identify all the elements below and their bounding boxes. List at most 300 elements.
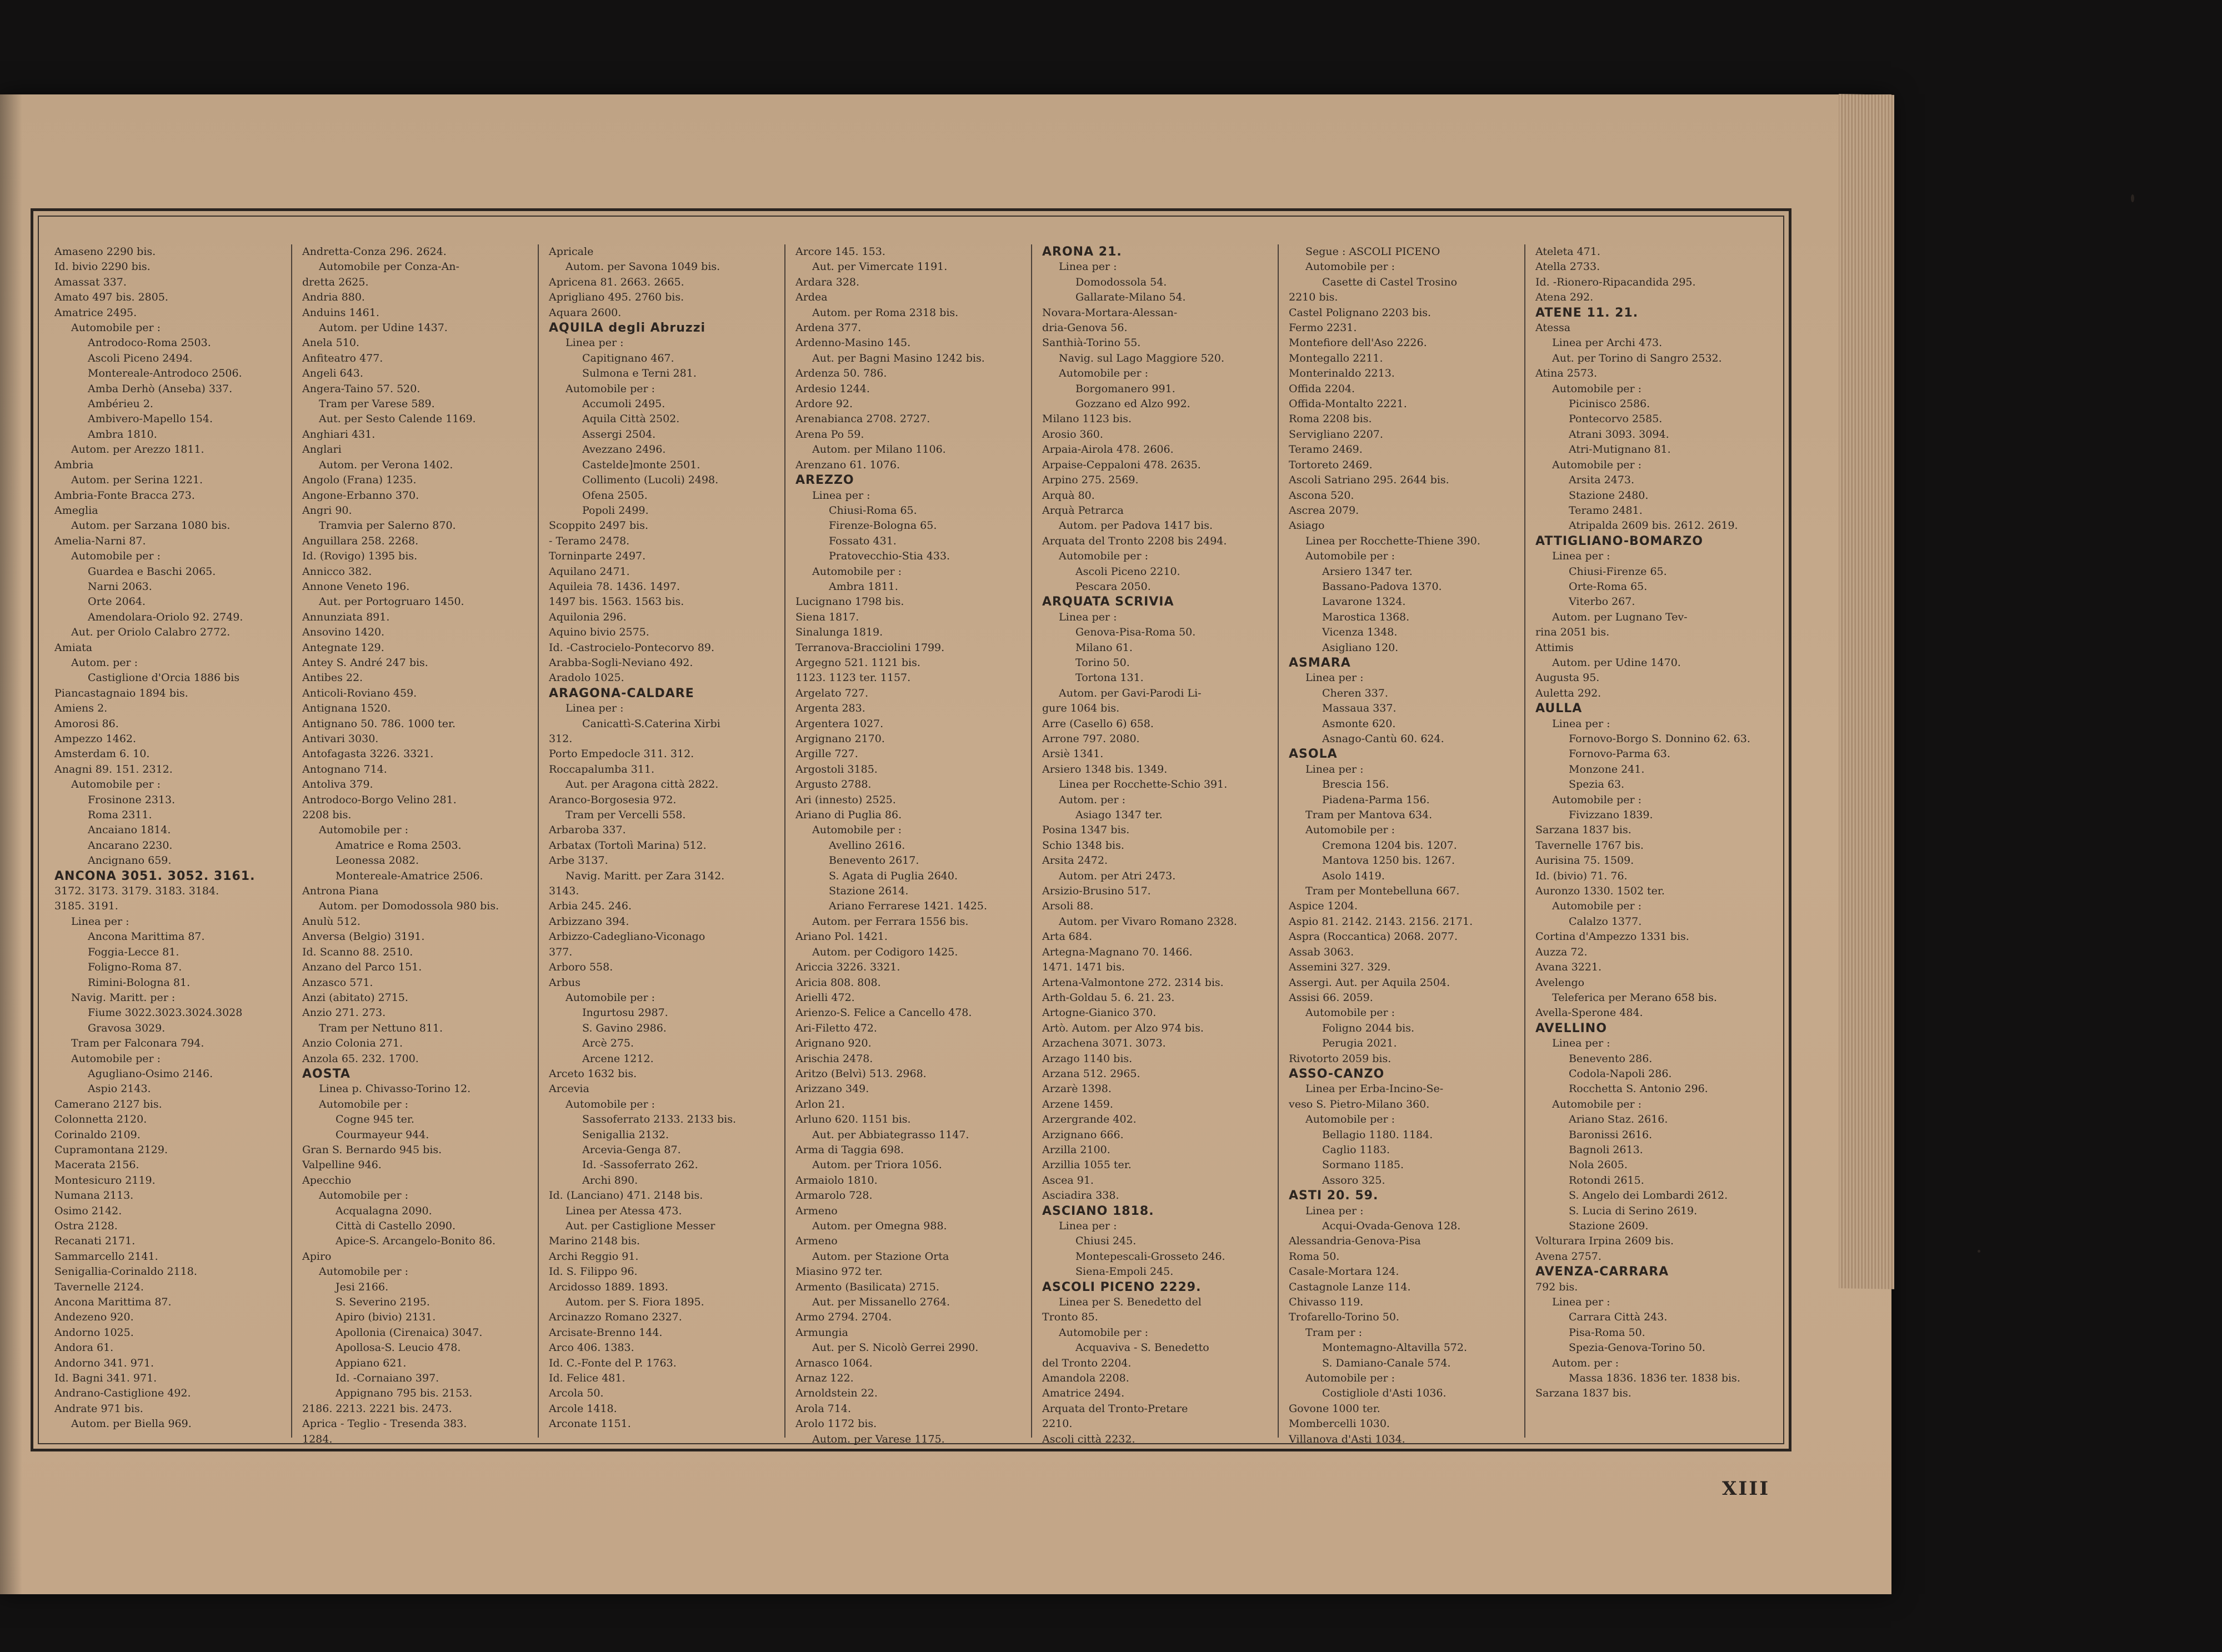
index-entry: Massaua 337. (1322, 702, 1397, 715)
index-entry: Cremona 1204 bis. 1207. (1322, 839, 1457, 852)
index-entry: Arzago 1140 bis. (1042, 1052, 1133, 1065)
index-entry: Artena-Valmontone 272. 2314 bis. (1042, 976, 1224, 989)
index-entry: Arta 684. (1042, 930, 1093, 943)
index-entry: Arcevia-Genga 87. (582, 1143, 681, 1156)
index-entry: Ascoli Piceno 2494. (88, 352, 193, 364)
index-entry: Autom. per Savona 1049 bis. (565, 261, 720, 273)
index-entry: Archi Reggio 91. (549, 1250, 639, 1263)
index-entry: Picinisco 2586. (1569, 398, 1650, 411)
index-entry: Argenta 283. (795, 702, 865, 715)
index-entry: Arcidosso 1889. 1893. (549, 1280, 668, 1293)
index-entry: Acqui-Ovada-Genova 128. (1322, 1220, 1461, 1232)
index-entry: Automobile per : (1305, 550, 1395, 563)
index-entry: Massa 1836. 1836 ter. 1838 bis. (1569, 1372, 1740, 1385)
index-entry: Atrani 3093. 3094. (1569, 428, 1669, 440)
index-entry: Arcisate-Brenno 144. (549, 1326, 663, 1339)
index-entry: ASCIANO 1818. (1042, 1204, 1154, 1218)
index-entry: Arzergrande 402. (1042, 1113, 1137, 1126)
index-entry: Autom. per Omegna 988. (812, 1220, 947, 1232)
index-entry: Antey S. André 247 bis. (302, 656, 428, 669)
index-entry: Arenabianca 2708. 2727. (795, 413, 930, 425)
index-entry: S. Agata di Puglia 2640. (829, 869, 958, 882)
index-entry: Anagni 89. 151. 2312. (54, 763, 173, 775)
index-entry: Leonessa 2082. (336, 854, 419, 867)
index-entry: Tram per Vercelli 558. (565, 809, 686, 822)
index-entry: Automobile per : (1059, 1326, 1149, 1339)
index-entry: 377. (549, 945, 573, 958)
index-entry: Miasino 972 ter. (795, 1265, 883, 1278)
index-entry: Rimini-Bologna 81. (88, 976, 191, 989)
index-entry: Recanati 2171. (54, 1235, 136, 1248)
index-entry: Attimis (1535, 641, 1574, 654)
index-entry: Linea per : (1059, 610, 1117, 623)
index-entry: Automobile per : (812, 565, 902, 578)
index-entry: Linea per : (1552, 550, 1610, 563)
index-entry: Frosinone 2313. (88, 793, 176, 806)
index-entry: Roccapalumba 311. (549, 763, 655, 775)
index-entry: Chiusi-Firenze 65. (1569, 565, 1667, 578)
index-column-3 (538, 244, 784, 1438)
index-entry: Collimento (Lucoli) 2498. (582, 474, 719, 487)
index-entry: AREZZO (795, 473, 854, 488)
index-entry: Ameglia (54, 504, 98, 517)
index-entry: Asiago (1289, 519, 1325, 532)
index-entry: Apice-S. Arcangelo-Bonito 86. (336, 1235, 496, 1248)
index-entry: Canicattì-S.Caterina Xirbi (582, 717, 720, 730)
index-entry: Ascoli città 2232. (1042, 1433, 1135, 1445)
index-entry: Arzachena 3071. 3073. (1042, 1037, 1166, 1050)
index-entry: Arcene 1212. (582, 1052, 654, 1065)
index-entry: Arielli 472. (795, 991, 855, 1004)
index-entry: Amatrice e Roma 2503. (336, 839, 462, 852)
index-table-frame (31, 208, 1791, 1451)
index-entry: Atripalda 2609 bis. 2612. 2619. (1569, 519, 1738, 532)
index-entry: Aut. per Torino di Sangro 2532. (1552, 352, 1722, 364)
index-entry: Annone Veneto 196. (302, 580, 410, 593)
index-entry: Linea per : (1552, 1296, 1610, 1309)
index-entry: Arola 714. (795, 1402, 851, 1415)
index-entry: Montesicuro 2119. (54, 1174, 156, 1187)
index-entry: Arignano 920. (795, 1037, 872, 1050)
index-entry: Novara-Mortara-Alessan- (1042, 306, 1178, 319)
index-entry: Siena 1817. (795, 610, 859, 623)
index-entry: Amassat 337. (54, 276, 127, 288)
index-entry: Linea per Rocchette-Thiene 390. (1305, 534, 1480, 547)
index-entry: Arcole 1418. (549, 1402, 617, 1415)
index-entry: AQUILA degli Abruzzi (549, 321, 706, 336)
index-entry: Bagnoli 2613. (1569, 1143, 1643, 1156)
index-entry: Tram per Falconara 794. (71, 1037, 204, 1050)
spine-shadow (0, 94, 22, 1594)
index-entry: Armarolo 728. (795, 1189, 873, 1202)
index-entry: Arsita 2472. (1042, 854, 1108, 867)
index-entry: Amsterdam 6. 10. (54, 748, 150, 760)
index-entry: Anglari (302, 443, 342, 456)
index-entry: Amorosi 86. (54, 717, 119, 730)
index-entry: Autom. per Lugnano Tev- (1552, 610, 1688, 623)
index-entry: Pratovecchio-Stia 433. (829, 550, 950, 563)
index-entry: Aquileia 78. 1436. 1497. (549, 580, 680, 593)
index-entry: 3143. (549, 885, 579, 898)
index-entry: Stazione 2614. (829, 885, 909, 898)
index-entry: Arre (Casello 6) 658. (1042, 717, 1154, 730)
index-entry: Casale-Mortara 124. (1289, 1265, 1399, 1278)
index-entry: Calalzo 1377. (1569, 915, 1642, 928)
index-entry: Offida-Montalto 2221. (1289, 398, 1407, 411)
index-entry: Automobile per : (1552, 458, 1642, 471)
index-entry: Ancignano 659. (88, 854, 172, 867)
index-entry: Servigliano 2207. (1289, 428, 1383, 440)
page-number: XIII (1722, 1478, 1770, 1500)
index-entry: Senigallia 2132. (582, 1128, 669, 1141)
index-entry: Porto Empedocle 311. 312. (549, 748, 694, 760)
index-entry: Ofena 2505. (582, 489, 648, 502)
index-entry: Castel Polignano 2203 bis. (1289, 306, 1432, 319)
index-entry: AVENZA-CARRARA (1535, 1265, 1669, 1279)
index-entry: Rocchetta S. Antonio 296. (1569, 1083, 1708, 1095)
index-entry: Arischia 2478. (795, 1052, 873, 1065)
index-entry: Automobile per : (1305, 1372, 1395, 1385)
index-column-2 (291, 244, 538, 1445)
index-entry: Montereale-Amatrice 2506. (336, 869, 483, 882)
index-entry: Amato 497 bis. 2805. (54, 291, 168, 304)
index-entry: Annunziata 891. (302, 610, 390, 623)
index-entry: Tram per : (1305, 1326, 1363, 1339)
index-entry: Andretta-Conza 296. 2624. (302, 246, 447, 258)
index-entry: Linea per : (1305, 672, 1364, 684)
index-entry: Baronissi 2616. (1569, 1128, 1653, 1141)
index-entry: Aut. per Sesto Calende 1169. (319, 413, 476, 425)
index-entry: Arluno 620. 1151 bis. (795, 1113, 911, 1126)
index-entry: Mantova 1250 bis. 1267. (1322, 854, 1455, 867)
index-entry: Autom. per Biella 969. (71, 1418, 192, 1430)
index-entry: Ancarano 2230. (88, 839, 173, 852)
index-entry: 1284. (302, 1433, 333, 1445)
index-entry: Autom. per Serina 1221. (71, 474, 203, 487)
index-entry: 1123. 1123 ter. 1157. (795, 672, 911, 684)
index-entry: Autom. per Arezzo 1811. (71, 443, 204, 456)
index-entry: Accumoli 2495. (582, 398, 665, 411)
index-entry: Argelato 727. (795, 687, 869, 699)
index-entry: Angolo (Frana) 1235. (302, 474, 417, 487)
index-entry: Scoppito 2497 bis. (549, 519, 649, 532)
index-entry: Autom. per Vivaro Romano 2328. (1059, 915, 1237, 928)
index-entry: gure 1064 bis. (1042, 702, 1120, 715)
index-entry: Autom. per Stazione Orta (812, 1250, 949, 1263)
index-entry: Agugliano-Osimo 2146. (88, 1067, 213, 1080)
index-entry: Torino 50. (1075, 656, 1130, 669)
index-entry: Tram per Varese 589. (319, 398, 435, 411)
index-entry: Sarzana 1837 bis. (1535, 1387, 1632, 1400)
index-entry: Id. C.-Fonte del P. 1763. (549, 1356, 677, 1369)
index-entry: Automobile per : (319, 824, 409, 837)
index-entry: Anzio 271. 273. (302, 1007, 386, 1019)
index-entry: ASMARA (1289, 655, 1351, 670)
index-entry: Montemagno-Altavilla 572. (1322, 1341, 1468, 1354)
index-entry: S. Gavino 2986. (582, 1022, 667, 1034)
index-entry: Linea per : (1305, 1204, 1364, 1217)
index-entry: 2210. (1042, 1418, 1073, 1430)
index-entry: Linea p. Chivasso-Torino 12. (319, 1083, 471, 1095)
index-column-7 (1524, 244, 1781, 1438)
index-entry: Courmayeur 944. (336, 1128, 429, 1141)
index-entry: Arpino 275. 2569. (1042, 474, 1139, 487)
index-entry: Ardenza 50. 786. (795, 367, 887, 380)
index-entry: Automobile per : (71, 778, 161, 791)
index-entry: AULLA (1535, 702, 1583, 716)
index-entry: Linea per : (1305, 763, 1364, 775)
index-entry: Arzilla 2100. (1042, 1143, 1110, 1156)
index-entry: Id. -Cornaiano 397. (336, 1372, 439, 1385)
index-entry: Arcevia (549, 1083, 589, 1095)
index-entry: Aquara 2600. (549, 306, 622, 319)
index-entry: Apiro (302, 1250, 332, 1263)
index-entry: Amiata (54, 641, 93, 654)
index-entry: Ambivero-Mapello 154. (88, 413, 213, 425)
index-entry: Aricia 808. 808. (795, 976, 881, 989)
index-entry: Chivasso 119. (1289, 1296, 1364, 1309)
index-entry: Arbizzo-Cadegliano-Viconago (549, 930, 705, 943)
index-column-6 (1278, 244, 1524, 1445)
index-entry: Andorno 1025. (54, 1326, 134, 1339)
index-entry: Capitignano 467. (582, 352, 674, 364)
index-entry: Cheren 337. (1322, 687, 1388, 699)
index-entry: Ascea 91. (1042, 1174, 1094, 1187)
index-entry: S. Angelo dei Lombardi 2612. (1569, 1189, 1728, 1202)
index-entry: Tram per Mantova 634. (1305, 809, 1433, 822)
index-entry: ASOLA (1289, 747, 1338, 762)
index-entry: Avena 2757. (1535, 1250, 1602, 1263)
index-entry: Asnago-Cantù 60. 624. (1322, 733, 1444, 745)
index-entry: Tronto 85. (1042, 1311, 1098, 1324)
index-entry: Amatrice 2494. (1042, 1387, 1125, 1400)
index-entry: Apiro (bivio) 2131. (336, 1311, 436, 1324)
index-entry: ARONA 21. (1042, 245, 1122, 259)
index-entry: Ascoli Satriano 295. 2644 bis. (1289, 474, 1449, 487)
index-entry: Sormano 1185. (1322, 1159, 1404, 1172)
index-entry: Aquino bivio 2575. (549, 626, 649, 639)
index-entry: Ateleta 471. (1535, 246, 1600, 258)
index-entry: Aspio 81. 2142. 2143. 2156. 2171. (1289, 915, 1473, 928)
index-entry: Mombercelli 1030. (1289, 1418, 1390, 1430)
index-entry: Anzi (abitato) 2715. (302, 991, 408, 1004)
index-entry: Caglio 1183. (1322, 1143, 1390, 1156)
index-entry: Antignana 1520. (302, 702, 391, 715)
index-entry: Ambra 1810. (88, 428, 157, 440)
index-entry: Id. -Castrocielo-Pontecorvo 89. (549, 641, 714, 654)
index-entry: Chiusi-Roma 65. (829, 504, 917, 517)
index-entry: Auronzo 1330. 1502 ter. (1535, 885, 1665, 898)
index-entry: Id. Felice 481. (549, 1372, 625, 1385)
index-entry: Automobile per : (319, 1189, 409, 1202)
index-entry: Brescia 156. (1322, 778, 1389, 791)
index-entry: Autom. per S. Fiora 1895. (565, 1296, 704, 1309)
index-column-5 (1031, 244, 1278, 1445)
index-entry: Ampezzo 1462. (54, 733, 137, 745)
index-entry: Anzasco 571. (302, 976, 373, 989)
index-entry: Arnaz 122. (795, 1372, 854, 1385)
index-entry: Valpelline 946. (302, 1159, 382, 1172)
index-entry: Arpaia-Airola 478. 2606. (1042, 443, 1174, 456)
index-entry: Amiens 2. (54, 702, 108, 715)
index-entry: Pisa-Roma 50. (1569, 1326, 1645, 1339)
page-edge-stack (1839, 94, 1894, 1289)
index-entry: Antignano 50. 786. 1000 ter. (302, 717, 456, 730)
index-entry: Terranova-Bracciolini 1799. (795, 641, 945, 654)
index-entry: Automobile per : (565, 382, 655, 395)
index-entry: Anghiari 431. (302, 428, 376, 440)
index-entry: Arcè 275. (582, 1037, 634, 1050)
index-entry: Avelengo (1535, 976, 1585, 989)
index-entry: Arizzano 349. (795, 1083, 869, 1095)
index-entry: Castagnole Lanze 114. (1289, 1280, 1411, 1293)
index-entry: Automobile per : (71, 322, 161, 334)
index-entry: Arzillia 1055 ter. (1042, 1159, 1132, 1172)
index-entry: Linea per Archi 473. (1552, 337, 1663, 349)
index-entry: Assisi 66. 2059. (1289, 991, 1373, 1004)
index-entry: Aut. per Vimercate 1191. (812, 261, 948, 273)
index-entry: Piadena-Parma 156. (1322, 793, 1430, 806)
index-entry: Pontecorvo 2585. (1569, 413, 1663, 425)
index-entry: Arabba-Sogli-Neviano 492. (549, 656, 693, 669)
index-entry: Aut. per Bagni Masino 1242 bis. (812, 352, 985, 364)
index-entry: Apecchio (302, 1174, 352, 1187)
index-entry: Linea per S. Benedetto del (1059, 1296, 1202, 1309)
index-entry: Armaiolo 1810. (795, 1174, 878, 1187)
index-entry: Ostra 2128. (54, 1220, 118, 1232)
index-entry: Autom. per : (1552, 1356, 1619, 1369)
index-entry: Argusto 2788. (795, 778, 872, 791)
index-column-4 (784, 244, 1031, 1445)
index-entry: Avella-Sperone 484. (1535, 1007, 1643, 1019)
index-entry: Foligno 2044 bis. (1322, 1022, 1415, 1034)
index-entry: Sulmona e Terni 281. (582, 367, 697, 380)
index-entry: Argostoli 3185. (795, 763, 878, 775)
index-entry: Id. -Sassoferrato 262. (582, 1159, 698, 1172)
index-entry: Arpaise-Ceppaloni 478. 2635. (1042, 458, 1201, 471)
index-entry: Ardena 377. (795, 322, 862, 334)
index-entry: Siena-Empoli 245. (1075, 1265, 1174, 1278)
index-entry: Aspice 1204. (1289, 900, 1358, 913)
index-entry: Arzarè 1398. (1042, 1083, 1112, 1095)
index-entry: Angri 90. (302, 504, 352, 517)
index-entry: Foggia-Lecce 81. (88, 945, 179, 958)
index-entry: Arma di Taggia 698. (795, 1143, 904, 1156)
index-entry: Orte 2064. (88, 595, 146, 608)
index-entry: Ardara 328. (795, 276, 860, 288)
index-entry: Automobile per : (1305, 1113, 1395, 1126)
index-entry: Aspio 2143. (88, 1083, 151, 1095)
index-entry: Trofarello-Torino 50. (1289, 1311, 1399, 1324)
index-entry: Arolo 1172 bis. (795, 1418, 877, 1430)
index-entry: Automobile per : (565, 991, 655, 1004)
index-entry: Aut. per S. Nicolò Gerrei 2990. (812, 1341, 979, 1354)
dust-speck (2131, 194, 2134, 202)
index-entry: AOSTA (302, 1067, 351, 1081)
index-entry: Gravosa 3029. (88, 1022, 166, 1034)
index-entry: Autom. per Verona 1402. (319, 458, 453, 471)
index-entry: Villanova d'Asti 1034. (1289, 1433, 1405, 1445)
index-entry: Assemini 327. 329. (1289, 961, 1391, 974)
index-entry: Roma 2208 bis. (1289, 413, 1372, 425)
index-entry: Automobile per : (1552, 382, 1642, 395)
index-entry: Autom. per : (1059, 793, 1126, 806)
index-entry: Arienzo-S. Felice a Cancello 478. (795, 1007, 972, 1019)
index-entry: Linea per : (1059, 1220, 1117, 1232)
index-entry: Autom. per Triora 1056. (812, 1159, 942, 1172)
index-entry: Annicco 382. (302, 565, 372, 578)
index-entry: ASTI 20. 59. (1289, 1189, 1379, 1203)
index-column-1 (44, 244, 291, 1438)
index-entry: Aprigliano 495. 2760 bis. (549, 291, 684, 304)
index-entry: Antrodoco-Borgo Velino 281. (302, 793, 457, 806)
index-entry: Assergi. Aut. per Aquila 2504. (1289, 976, 1450, 989)
index-entry: Apricale (549, 246, 594, 258)
index-entry: ATENE 11. 21. (1535, 306, 1639, 320)
index-entry: Andora 61. (54, 1341, 114, 1354)
index-entry: Automobile per : (1305, 261, 1395, 273)
index-entry: Aut. per Missanello 2764. (812, 1296, 950, 1309)
index-entry: Automobile per : (1552, 1098, 1642, 1110)
index-entry: Auletta 292. (1535, 687, 1602, 699)
index-entry: Viterbo 267. (1569, 595, 1635, 608)
index-entry: Casette di Castel Trosino (1322, 276, 1458, 288)
index-entry: Ambria (54, 458, 94, 471)
index-entry: Roma 50. (1289, 1250, 1340, 1263)
index-entry: Tram per Nettuno 811. (319, 1022, 443, 1034)
index-entry: Automobile per : (319, 1265, 409, 1278)
index-entry: Linea per : (1552, 717, 1610, 730)
index-entry: Linea per : (812, 489, 870, 502)
index-entry: Avellino 2616. (829, 839, 905, 852)
index-entry: Appiano 621. (336, 1356, 407, 1369)
index-entry: Id. -Rionero-Ripacandida 295. (1535, 276, 1696, 288)
index-entry: Arquata del Tronto-Pretare (1042, 1402, 1188, 1415)
index-entry: Angeli 643. (302, 367, 363, 380)
index-entry: Artegna-Magnano 70. 1466. (1042, 945, 1193, 958)
index-entry: Fermo 2231. (1289, 322, 1357, 334)
index-entry: Spezia 63. (1569, 778, 1625, 791)
index-entry: Armeno (795, 1235, 838, 1248)
index-entry: Arsiè 1341. (1042, 748, 1104, 760)
index-entry: Borgomanero 991. (1075, 382, 1175, 395)
index-entry: Autom. per Gavi-Parodi Li- (1059, 687, 1202, 699)
index-entry: dretta 2625. (302, 276, 369, 288)
index-entry: Foligno-Roma 87. (88, 961, 182, 974)
index-entry: Ariccia 3226. 3321. (795, 961, 900, 974)
index-entry: Autom. per Atri 2473. (1059, 869, 1176, 882)
index-entry: Appignano 795 bis. 2153. (336, 1387, 473, 1400)
index-entry: Arceto 1632 bis. (549, 1067, 637, 1080)
index-entry: 2210 bis. (1289, 291, 1338, 304)
index-entry: Arbatax (Tortolì Marina) 512. (549, 839, 707, 852)
index-entry: Roma 2311. (88, 809, 152, 822)
index-entry: Gran S. Bernardo 945 bis. (302, 1143, 442, 1156)
index-entry: Aut. per Portogruaro 1450. (319, 595, 464, 608)
index-entry: Antrona Piana (302, 885, 379, 898)
index-entry: Antofagasta 3226. 3321. (302, 748, 434, 760)
index-entry: Stazione 2480. (1569, 489, 1649, 502)
index-entry: Guardea e Baschi 2065. (88, 565, 216, 578)
index-entry: Bassano-Padova 1370. (1322, 580, 1442, 593)
index-entry: Anzola 65. 232. 1700. (302, 1052, 419, 1065)
index-entry: Tramvia per Salerno 870. (319, 519, 456, 532)
index-entry: Automobile per : (565, 1098, 655, 1110)
index-entry: Anguillara 258. 2268. (302, 534, 419, 547)
index-entry: Arbus (549, 976, 580, 989)
index-entry: Andrano-Castiglione 492. (54, 1387, 191, 1400)
index-entry: Offida 2204. (1289, 382, 1355, 395)
